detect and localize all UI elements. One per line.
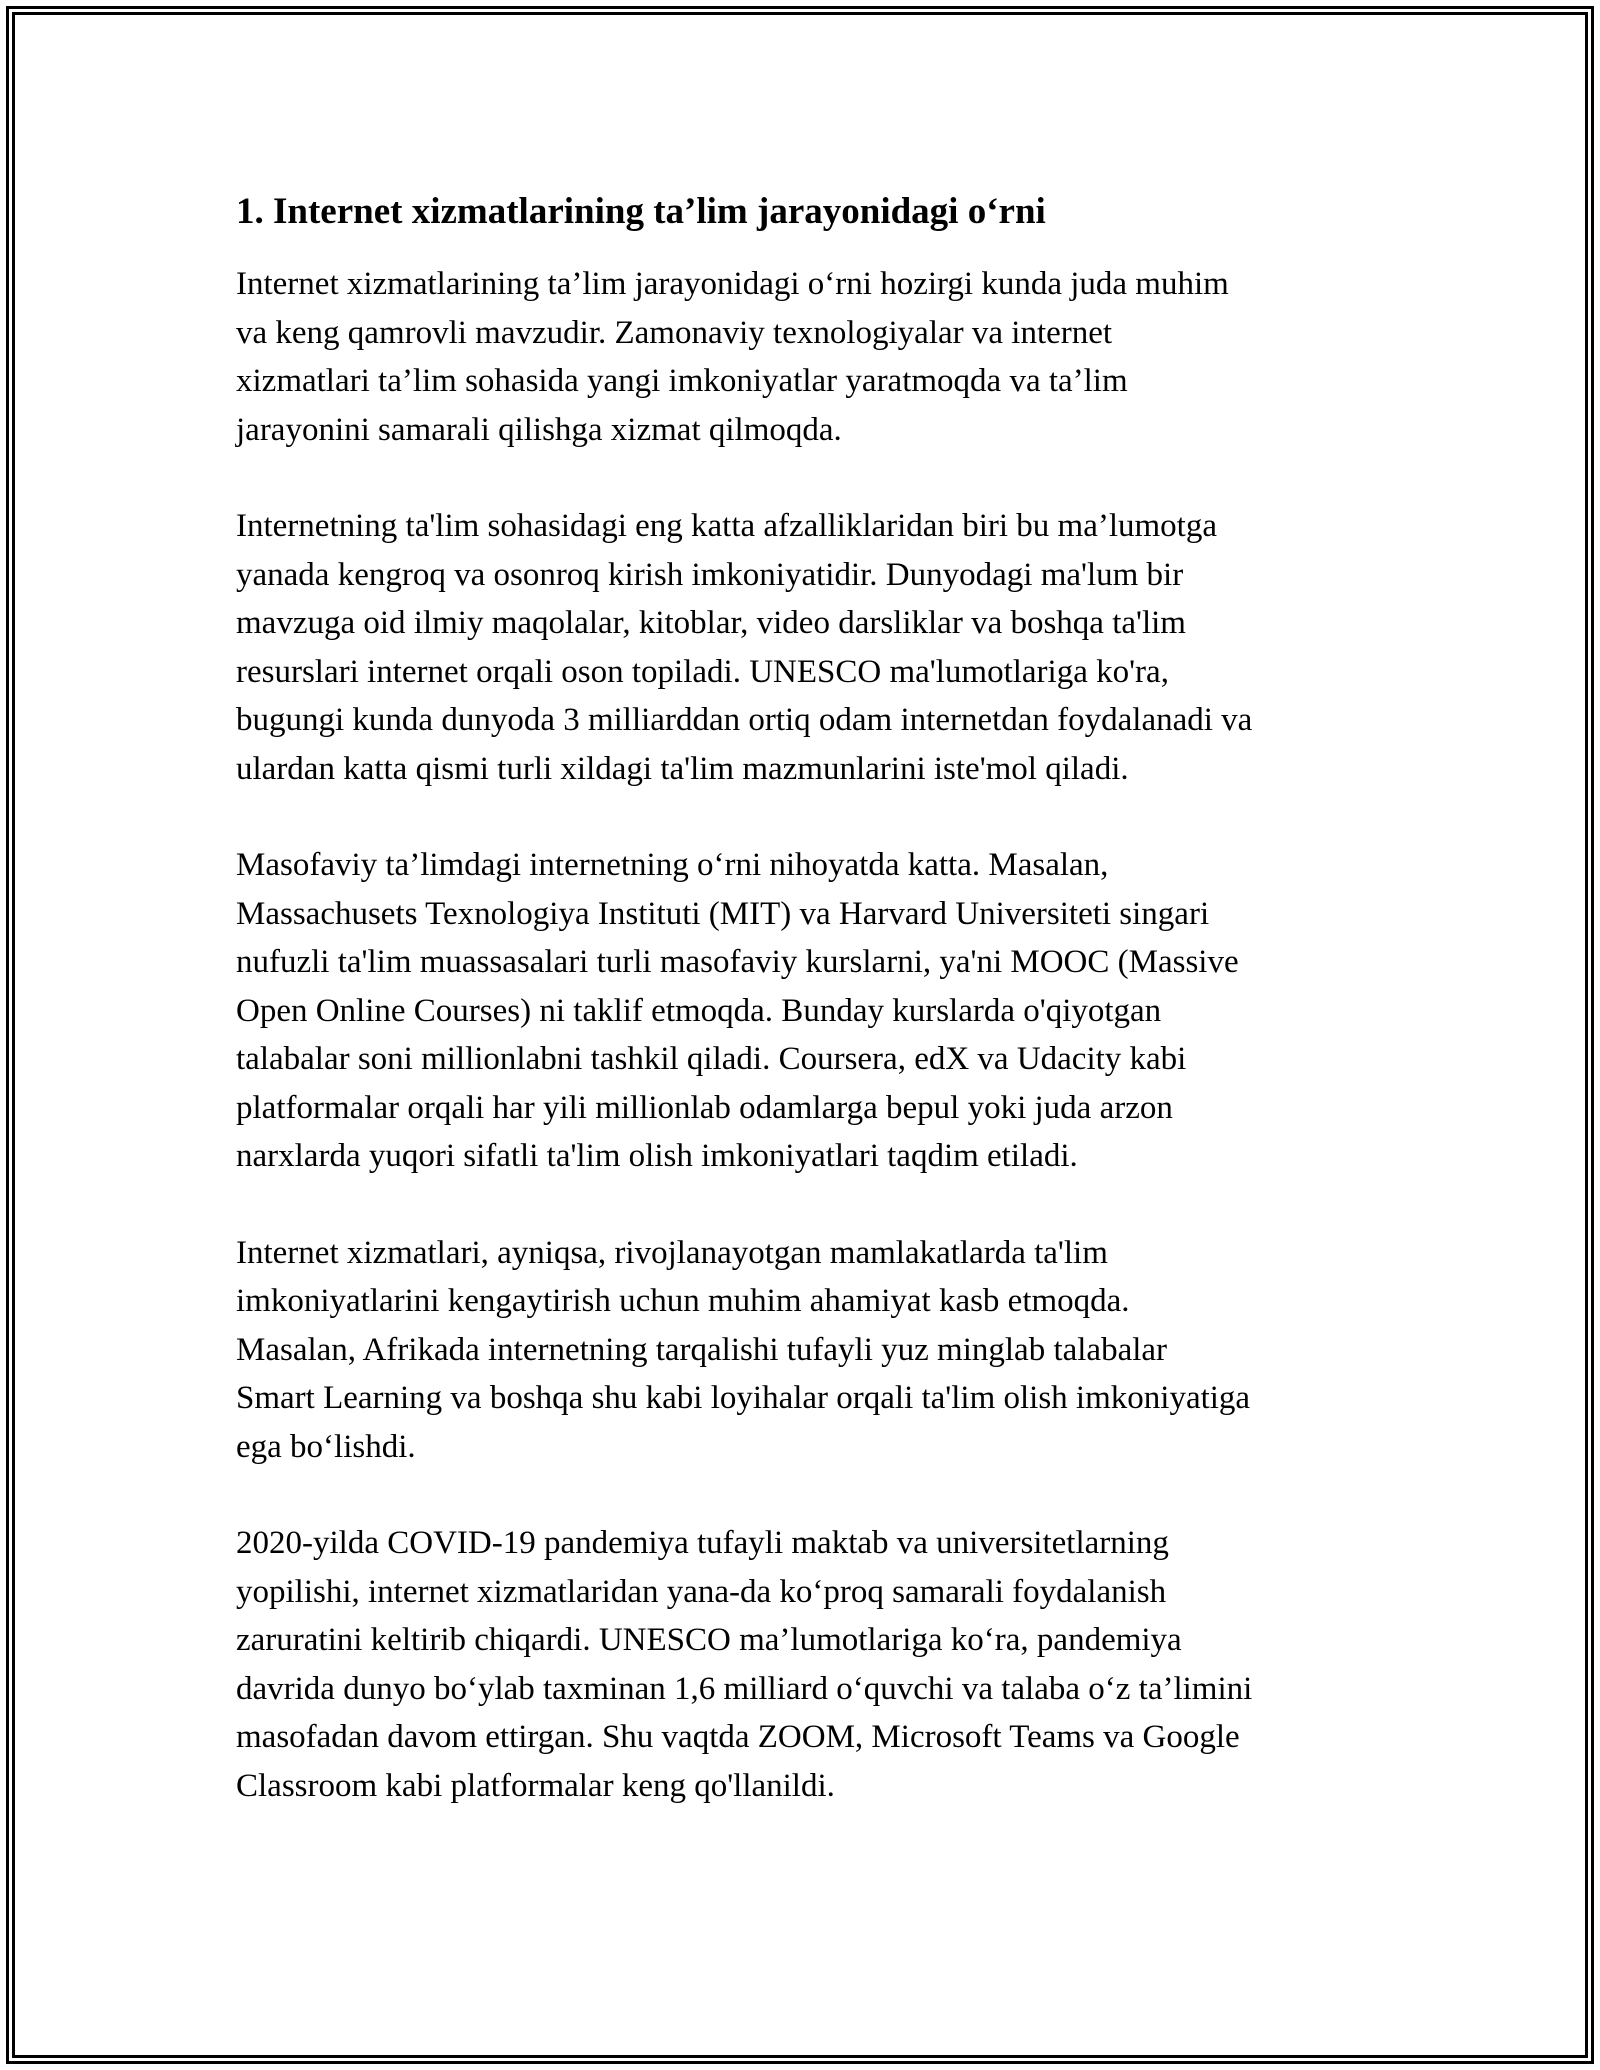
document-body	[236, 186, 1386, 1858]
paragraph-access: Internetning ta'lim sohasidagi eng katta afzalliklaridan biri bu ma’lumotga yanada kengroq va osonroq kirish imkoniyatidir. Dunyodagi ma'lum bir mavzuga oid ilmiy maqolalar, kitoblar, video darsliklar va boshqa ta'lim resurslari internet orqali oson topiladi. UNESCO ma'lumotlariga ko'ra, bugungi kunda dunyoda 3 milliarddan ortiq odam internetdan foydalanadi va ulardan katta qismi turli xildagi ta'lim mazmunlarini iste'mol qiladi.	[236, 508, 1253, 787]
paragraph-pandemic: 2020-yilda COVID-19 pandemiya tufayli maktab va universitetlarning yopilishi, internet xizmatlaridan yana-da ko‘proq samarali foydalanish zaruratini keltirib chiqardi. UNESCO ma’lumotlariga ko‘ra, pandemiya davrida dunyo bo‘ylab taxminan 1,6 milliard o‘quvchi va talaba o‘z ta’limini masofadan davom ettirgan. Shu vaqtda ZOOM, Microsoft Teams va Google Classroom kabi platformalar keng qo'llanildi.	[236, 1525, 1253, 1804]
paragraph-intro: Internet xizmatlarining ta’lim jarayonidagi o‘rni hozirgi kunda juda muhim va keng qamrovli mavzudir. Zamonaviy texnologiyalar va internet xizmatlari ta’lim sohasida yangi imkoniyatlar yaratmoqda va ta’lim jarayonini samarali qilishga xizmat qilmoqda.	[236, 266, 1229, 448]
section-heading: 1. Internet xizmatlarining ta’lim jarayonidagi o‘rni	[236, 191, 1046, 232]
paragraph-distance-learning: Masofaviy ta’limdagi internetning o‘rni nihoyatda katta. Masalan, Massachusets Texnologiya Instituti (MIT) va Harvard Universiteti singari nufuzli ta'lim muassasalari turli masofaviy kurslarni, ya'ni MOOC (Massive Open Online Courses) ni taklif etmoqda. Bunday kurslarda o'qiyotgan talabalar soni millionlabni tashkil qiladi. Coursera, edX va Udacity kabi platformalar orqali har yili millionlab odamlarga bepul yoki juda arzon narxlarda yuqori sifatli ta'lim olish imkoniyatlari taqdim etiladi.	[236, 847, 1239, 1174]
paragraph-developing-countries: Internet xizmatlari, ayniqsa, rivojlanayotgan mamlakatlarda ta'lim imkoniyatlarini kengaytirish uchun muhim ahamiyat kasb etmoqda. Masalan, Afrikada internetning tarqalishi tufayli yuz minglab talabalar Smart Learning va boshqa shu kabi loyihalar orqali ta'lim olish imkoniyatiga ega bo‘lishdi.	[236, 1234, 1251, 1465]
